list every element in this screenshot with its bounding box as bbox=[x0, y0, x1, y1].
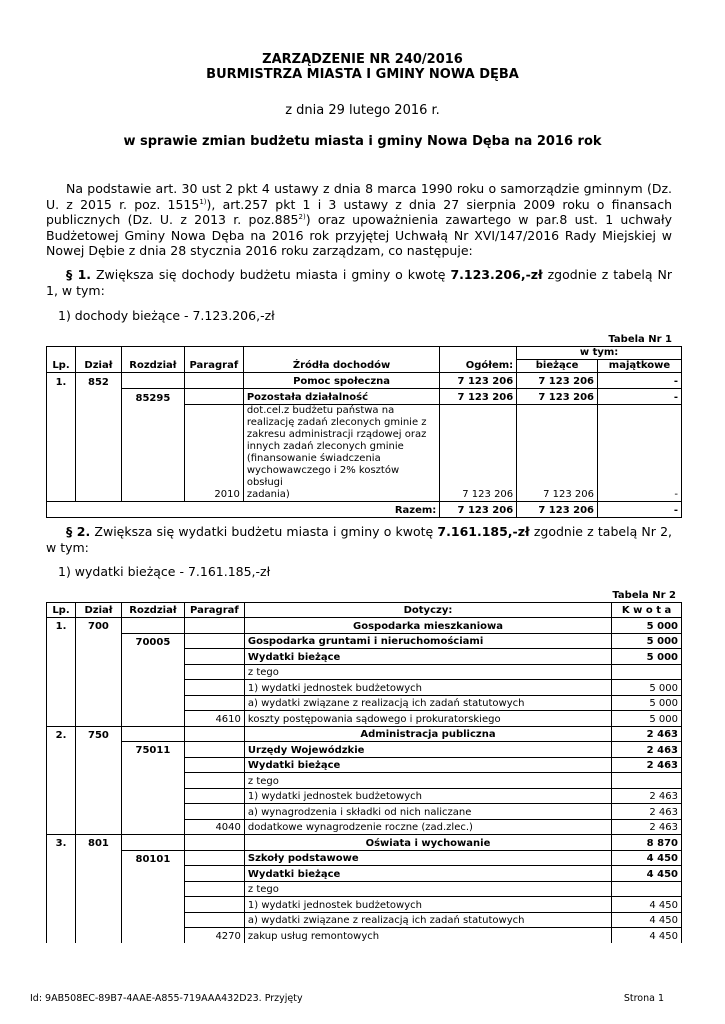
t2-cell-rozdzial bbox=[121, 804, 184, 820]
t2-cell-lp bbox=[47, 773, 76, 789]
t1-row3-name bbox=[243, 405, 439, 502]
t2-cell-lp bbox=[47, 649, 76, 665]
t2-cell-text: Szkoły podstawowe bbox=[244, 850, 611, 866]
t2-cell-dzial bbox=[75, 928, 121, 944]
t2-cell-rozdzial bbox=[121, 680, 184, 696]
t2-cell-kwota: 2 463 bbox=[612, 804, 682, 820]
t2-cell-rozdzial bbox=[121, 664, 184, 680]
t2-row-dzial bbox=[47, 726, 682, 742]
t2-cell-kwota: 4 450 bbox=[612, 850, 682, 866]
t1-row3-majatkowe: - bbox=[598, 405, 682, 502]
section-2-paragraph bbox=[46, 524, 672, 555]
t2-cell-dzial bbox=[75, 680, 121, 696]
t2-cell-kwota: 4 450 bbox=[612, 897, 682, 913]
t1-row-rozdzial bbox=[47, 389, 682, 405]
t2-cell-rozdzial bbox=[121, 819, 184, 835]
t2-cell-kwota: 5 000 bbox=[612, 680, 682, 696]
t2-cell-text: Gospodarka mieszkaniowa bbox=[244, 618, 611, 634]
t2-cell-paragraf bbox=[184, 633, 244, 649]
t2-cell-rozdzial bbox=[121, 881, 184, 897]
t1-total-majatkowe: - bbox=[598, 502, 682, 518]
t2-cell-dzial bbox=[75, 695, 121, 711]
t2-cell-kwota: 4 450 bbox=[612, 866, 682, 882]
t2-cell-dzial bbox=[75, 757, 121, 773]
t2-cell-paragraf bbox=[184, 742, 244, 758]
t2-cell-dzial: 801 bbox=[75, 835, 121, 851]
t2-cell-paragraf bbox=[184, 773, 244, 789]
intro-text-b: ), art.257 pkt 1 i 3 ustawy z dnia 27 sierpnia 2009 roku o finansach publicznych (Dz. U. z 2013 r. poz.885 bbox=[46, 196, 672, 228]
t2-cell-dzial bbox=[75, 742, 121, 758]
t2-cell-lp bbox=[47, 881, 76, 897]
t1-row1-dzial: 852 bbox=[75, 373, 121, 389]
t2-cell-text: Oświata i wychowanie bbox=[244, 835, 611, 851]
t2-cell-rozdzial bbox=[121, 912, 184, 928]
t2-cell-text: 1) wydatki jednostek budżetowych bbox=[244, 788, 611, 804]
t2-row-sub bbox=[47, 804, 682, 820]
t2-cell-dzial bbox=[75, 850, 121, 866]
t1-row-paragraf bbox=[47, 405, 682, 502]
t1-row1-majatkowe: - bbox=[598, 373, 682, 389]
t2-cell-text: 1) wydatki jednostek budżetowych bbox=[244, 680, 611, 696]
t2-cell-kwota: 2 463 bbox=[612, 726, 682, 742]
t2-header-dotyczy: Dotyczy: bbox=[244, 603, 611, 618]
t2-cell-kwota: 2 463 bbox=[612, 819, 682, 835]
t2-cell-dzial: 700 bbox=[75, 618, 121, 634]
t2-cell-rozdzial: 70005 bbox=[121, 633, 184, 649]
t1-header-biezace: bieżące bbox=[517, 360, 598, 373]
t1-total-biezace: 7 123 206 bbox=[517, 502, 598, 518]
header-line-2: BURMISTRZA MIASTA I GMINY NOWA DĘBA bbox=[206, 67, 519, 82]
t2-row-rozdzial bbox=[47, 742, 682, 758]
t2-cell-lp bbox=[47, 664, 76, 680]
t2-cell-kwota: 2 463 bbox=[612, 742, 682, 758]
t2-cell-paragraf bbox=[184, 680, 244, 696]
t2-cell-paragraf bbox=[184, 866, 244, 882]
t1-row2-biezace: 7 123 206 bbox=[517, 389, 598, 405]
t2-cell-rozdzial bbox=[121, 695, 184, 711]
t2-cell-lp bbox=[47, 711, 76, 727]
intro-text-c: ) oraz upoważnienia zawartego w par.8 ust. 1 uchwały Budżetowej Gminy Nowa Dęba na 2016 rok przyjętej Uchwałą Nr XVI/147/2016 Rady Miejskiej w Nowej Dębie z dnia 28 stycznia 2016 roku zarządzam, co następuje: bbox=[46, 212, 672, 259]
t2-cell-rozdzial bbox=[121, 866, 184, 882]
t1-row-dzial bbox=[47, 373, 682, 389]
t1-row3-paragraf: 2010 bbox=[184, 405, 243, 502]
t2-cell-rozdzial bbox=[121, 773, 184, 789]
t1-row3-name-line: dot.cel.z budżetu państwa na bbox=[246, 405, 395, 416]
t1-row3-name-line: zadania) bbox=[246, 489, 290, 500]
t2-header-paragraf: Paragraf bbox=[184, 603, 244, 618]
t2-cell-dzial bbox=[75, 664, 121, 680]
t2-row-sub bbox=[47, 695, 682, 711]
t2-cell-dzial bbox=[75, 881, 121, 897]
footnote-ref-1: 1) bbox=[199, 197, 207, 206]
section-2-item: 1) wydatki bieżące - 7.161.185,-zł bbox=[58, 564, 271, 579]
t2-header-kwota: K w o t a bbox=[612, 603, 682, 618]
t1-total-ogolem: 7 123 206 bbox=[440, 502, 517, 518]
t1-row2-rozdzial: 85295 bbox=[121, 389, 184, 405]
section-1-amount: 7.123.206,-zł bbox=[450, 267, 543, 282]
t2-cell-paragraf bbox=[184, 804, 244, 820]
t2-cell-rozdzial bbox=[121, 757, 184, 773]
section-1-label: § 1. bbox=[66, 267, 92, 282]
t2-cell-text: Urzędy Wojewódzkie bbox=[244, 742, 611, 758]
t2-cell-lp: 2. bbox=[47, 726, 76, 742]
t2-cell-text: 1) wydatki jednostek budżetowych bbox=[244, 897, 611, 913]
t1-row3-name-line: wychowawczego i 2% kosztów obsługi bbox=[246, 465, 400, 488]
t2-cell-rozdzial bbox=[121, 835, 184, 851]
t2-row-sub bbox=[47, 912, 682, 928]
t2-cell-rozdzial bbox=[121, 928, 184, 944]
t2-cell-paragraf bbox=[184, 618, 244, 634]
intro-paragraph bbox=[46, 181, 672, 259]
t2-cell-text: koszty postępowania sądowego i prokuratorskiego bbox=[244, 711, 611, 727]
t2-cell-rozdzial bbox=[121, 726, 184, 742]
document-date: z dnia 29 lutego 2016 r. bbox=[285, 103, 440, 118]
t1-header-zrodla: Źródła dochodów bbox=[243, 347, 439, 373]
t2-cell-text: Wydatki bieżące bbox=[244, 757, 611, 773]
t2-cell-paragraf bbox=[184, 850, 244, 866]
t1-row3-name-line: innych zadań zleconych gminie bbox=[246, 441, 404, 452]
t2-cell-dzial bbox=[75, 649, 121, 665]
section-2-label: § 2. bbox=[66, 524, 91, 539]
intro-text-a: Na podstawie art. 30 ust 2 pkt 4 ustawy z dnia 8 marca 1990 roku o samorządzie gminnym (Dz. U. z 2015 r. poz. 1515 bbox=[46, 181, 672, 212]
t2-cell-rozdzial bbox=[121, 649, 184, 665]
t2-cell-dzial bbox=[75, 773, 121, 789]
t2-row-sub bbox=[47, 680, 682, 696]
t2-header-lp: Lp. bbox=[47, 603, 76, 618]
t2-cell-lp bbox=[47, 912, 76, 928]
t2-body bbox=[47, 618, 682, 944]
section-1-paragraph bbox=[46, 267, 672, 298]
t2-cell-text: dodatkowe wynagrodzenie roczne (zad.zlec.) bbox=[244, 819, 611, 835]
t2-cell-lp bbox=[47, 897, 76, 913]
footer-page-number: Strona 1 bbox=[623, 993, 664, 1004]
t1-header-lp: Lp. bbox=[47, 347, 76, 373]
t2-row-par bbox=[47, 928, 682, 944]
t2-cell-text: zakup usług remontowych bbox=[244, 928, 611, 944]
document-header bbox=[0, 52, 725, 82]
t2-cell-paragraf bbox=[184, 881, 244, 897]
t2-cell-lp bbox=[47, 850, 76, 866]
t2-cell-dzial bbox=[75, 804, 121, 820]
t2-row-ztego bbox=[47, 664, 682, 680]
t1-row3-ogolem: 7 123 206 bbox=[440, 405, 517, 502]
t2-cell-kwota bbox=[612, 664, 682, 680]
t2-cell-paragraf bbox=[184, 897, 244, 913]
t1-header-dzial: Dział bbox=[75, 347, 121, 373]
t2-cell-paragraf: 4270 bbox=[184, 928, 244, 944]
t1-header-majatkowe: majątkowe bbox=[598, 360, 682, 373]
t2-row-wb bbox=[47, 757, 682, 773]
t2-cell-lp bbox=[47, 680, 76, 696]
t2-cell-dzial bbox=[75, 711, 121, 727]
t2-header-dzial: Dział bbox=[75, 603, 121, 618]
t2-row-ztego bbox=[47, 773, 682, 789]
t2-cell-paragraf: 4040 bbox=[184, 819, 244, 835]
t1-row1-ogolem: 7 123 206 bbox=[440, 373, 517, 389]
t2-cell-dzial bbox=[75, 819, 121, 835]
t2-cell-text: a) wynagrodzenia i składki od nich naliczane bbox=[244, 804, 611, 820]
t2-cell-rozdzial bbox=[121, 711, 184, 727]
section-2-text-b: zgodnie z tabelą Nr 2, w tym: bbox=[46, 524, 672, 555]
t2-cell-kwota: 5 000 bbox=[612, 695, 682, 711]
t2-cell-rozdzial bbox=[121, 618, 184, 634]
t2-cell-text: Wydatki bieżące bbox=[244, 649, 611, 665]
section-2-amount: 7.161.185,-zł bbox=[437, 524, 530, 539]
t2-cell-kwota: 2 463 bbox=[612, 788, 682, 804]
t2-cell-dzial bbox=[75, 866, 121, 882]
t2-cell-lp bbox=[47, 819, 76, 835]
t1-row3-name-line: zakresu administracji rządowej oraz bbox=[246, 429, 427, 440]
table-1-caption: Tabela Nr 1 bbox=[608, 334, 672, 345]
t2-header-rozdzial: Rozdział bbox=[121, 603, 184, 618]
header-line-1: ZARZĄDZENIE NR 240/2016 bbox=[262, 52, 463, 67]
t2-cell-text: z tego bbox=[244, 881, 611, 897]
t2-cell-dzial bbox=[75, 788, 121, 804]
t2-cell-text: Wydatki bieżące bbox=[244, 866, 611, 882]
t2-cell-kwota: 5 000 bbox=[612, 649, 682, 665]
t2-cell-rozdzial bbox=[121, 897, 184, 913]
t1-total-label: Razem: bbox=[47, 502, 440, 518]
t2-cell-rozdzial bbox=[121, 788, 184, 804]
t2-cell-text: z tego bbox=[244, 664, 611, 680]
t2-cell-rozdzial: 80101 bbox=[121, 850, 184, 866]
t2-row-rozdzial bbox=[47, 633, 682, 649]
t1-header-paragraf: Paragraf bbox=[184, 347, 243, 373]
t2-cell-lp bbox=[47, 866, 76, 882]
section-1-text-a: Zwiększa się dochody budżetu miasta i gminy o kwotę bbox=[91, 267, 451, 282]
t2-cell-paragraf: 4610 bbox=[184, 711, 244, 727]
t2-row-wb bbox=[47, 866, 682, 882]
t2-row-dzial bbox=[47, 835, 682, 851]
t1-row-total bbox=[47, 502, 682, 518]
t1-row2-name: Pozostała działalność bbox=[243, 389, 439, 405]
t2-cell-paragraf bbox=[184, 788, 244, 804]
t1-header-rozdzial: Rozdział bbox=[121, 347, 184, 373]
section-1-item: 1) dochody bieżące - 7.123.206,-zł bbox=[58, 308, 275, 323]
t1-row2-ogolem: 7 123 206 bbox=[440, 389, 517, 405]
t2-row-sub bbox=[47, 897, 682, 913]
document-title: w sprawie zmian budżetu miasta i gminy Nowa Dęba na 2016 rok bbox=[123, 134, 602, 149]
t2-cell-paragraf bbox=[184, 726, 244, 742]
t1-header-wtym: w tym: bbox=[517, 347, 682, 360]
t2-row-dzial bbox=[47, 618, 682, 634]
t2-cell-paragraf bbox=[184, 757, 244, 773]
t2-cell-kwota bbox=[612, 881, 682, 897]
t2-cell-kwota: 5 000 bbox=[612, 633, 682, 649]
t2-cell-kwota: 4 450 bbox=[612, 912, 682, 928]
t2-cell-paragraf bbox=[184, 695, 244, 711]
t1-row3-name-line: (finansowanie świadczenia bbox=[246, 453, 381, 464]
t1-row2-majatkowe: - bbox=[598, 389, 682, 405]
t2-cell-lp bbox=[47, 757, 76, 773]
t1-row3-name-line: realizację zadań zleconych gminie z bbox=[246, 417, 427, 428]
t2-cell-dzial bbox=[75, 912, 121, 928]
t1-header-ogolem: Ogółem: bbox=[440, 347, 517, 373]
t2-row-rozdzial bbox=[47, 850, 682, 866]
t2-cell-rozdzial: 75011 bbox=[121, 742, 184, 758]
t1-row1-lp: 1. bbox=[47, 373, 76, 389]
t2-cell-lp: 3. bbox=[47, 835, 76, 851]
t2-cell-paragraf bbox=[184, 664, 244, 680]
footnote-ref-2: 2) bbox=[298, 213, 306, 222]
t2-cell-dzial: 750 bbox=[75, 726, 121, 742]
t2-cell-text: a) wydatki związane z realizacją ich zadań statutowych bbox=[244, 695, 611, 711]
t2-cell-kwota: 2 463 bbox=[612, 757, 682, 773]
t2-cell-lp bbox=[47, 633, 76, 649]
t2-cell-text: a) wydatki związane z realizacją ich zadań statutowych bbox=[244, 912, 611, 928]
t2-cell-text: Administracja publiczna bbox=[244, 726, 611, 742]
t2-cell-kwota: 8 870 bbox=[612, 835, 682, 851]
t2-cell-kwota: 5 000 bbox=[612, 711, 682, 727]
t2-row-sub bbox=[47, 788, 682, 804]
footer-id: Id: 9AB508EC-89B7-4AAE-A855-719AAA432D23. Przyjęty bbox=[30, 993, 303, 1004]
t2-cell-lp bbox=[47, 788, 76, 804]
t2-cell-kwota: 5 000 bbox=[612, 618, 682, 634]
t2-cell-text: z tego bbox=[244, 773, 611, 789]
t2-cell-kwota bbox=[612, 773, 682, 789]
t2-cell-lp bbox=[47, 928, 76, 944]
t1-row1-biezace: 7 123 206 bbox=[517, 373, 598, 389]
t1-row3-biezace: 7 123 206 bbox=[517, 405, 598, 502]
t2-cell-paragraf bbox=[184, 912, 244, 928]
section-2-text-a: Zwiększa się wydatki budżetu miasta i gminy o kwotę bbox=[90, 524, 438, 539]
t2-cell-lp bbox=[47, 804, 76, 820]
t2-cell-dzial bbox=[75, 897, 121, 913]
t2-row-wb bbox=[47, 649, 682, 665]
t2-cell-dzial bbox=[75, 633, 121, 649]
t2-cell-lp: 1. bbox=[47, 618, 76, 634]
t2-cell-text: Gospodarka gruntami i nieruchomościami bbox=[244, 633, 611, 649]
t1-row1-name: Pomoc społeczna bbox=[243, 373, 439, 389]
t2-cell-kwota: 4 450 bbox=[612, 928, 682, 944]
t2-row-par bbox=[47, 819, 682, 835]
t2-row-ztego bbox=[47, 881, 682, 897]
t2-row-par bbox=[47, 711, 682, 727]
t2-cell-lp bbox=[47, 695, 76, 711]
t2-cell-paragraf bbox=[184, 649, 244, 665]
section-1-text-b: zgodnie z tabelą Nr 1, w tym: bbox=[46, 267, 672, 298]
t2-cell-paragraf bbox=[184, 835, 244, 851]
table-2 bbox=[46, 602, 682, 943]
t2-cell-lp bbox=[47, 742, 76, 758]
table-2-caption: Tabela Nr 2 bbox=[612, 590, 676, 601]
table-1 bbox=[46, 346, 682, 518]
